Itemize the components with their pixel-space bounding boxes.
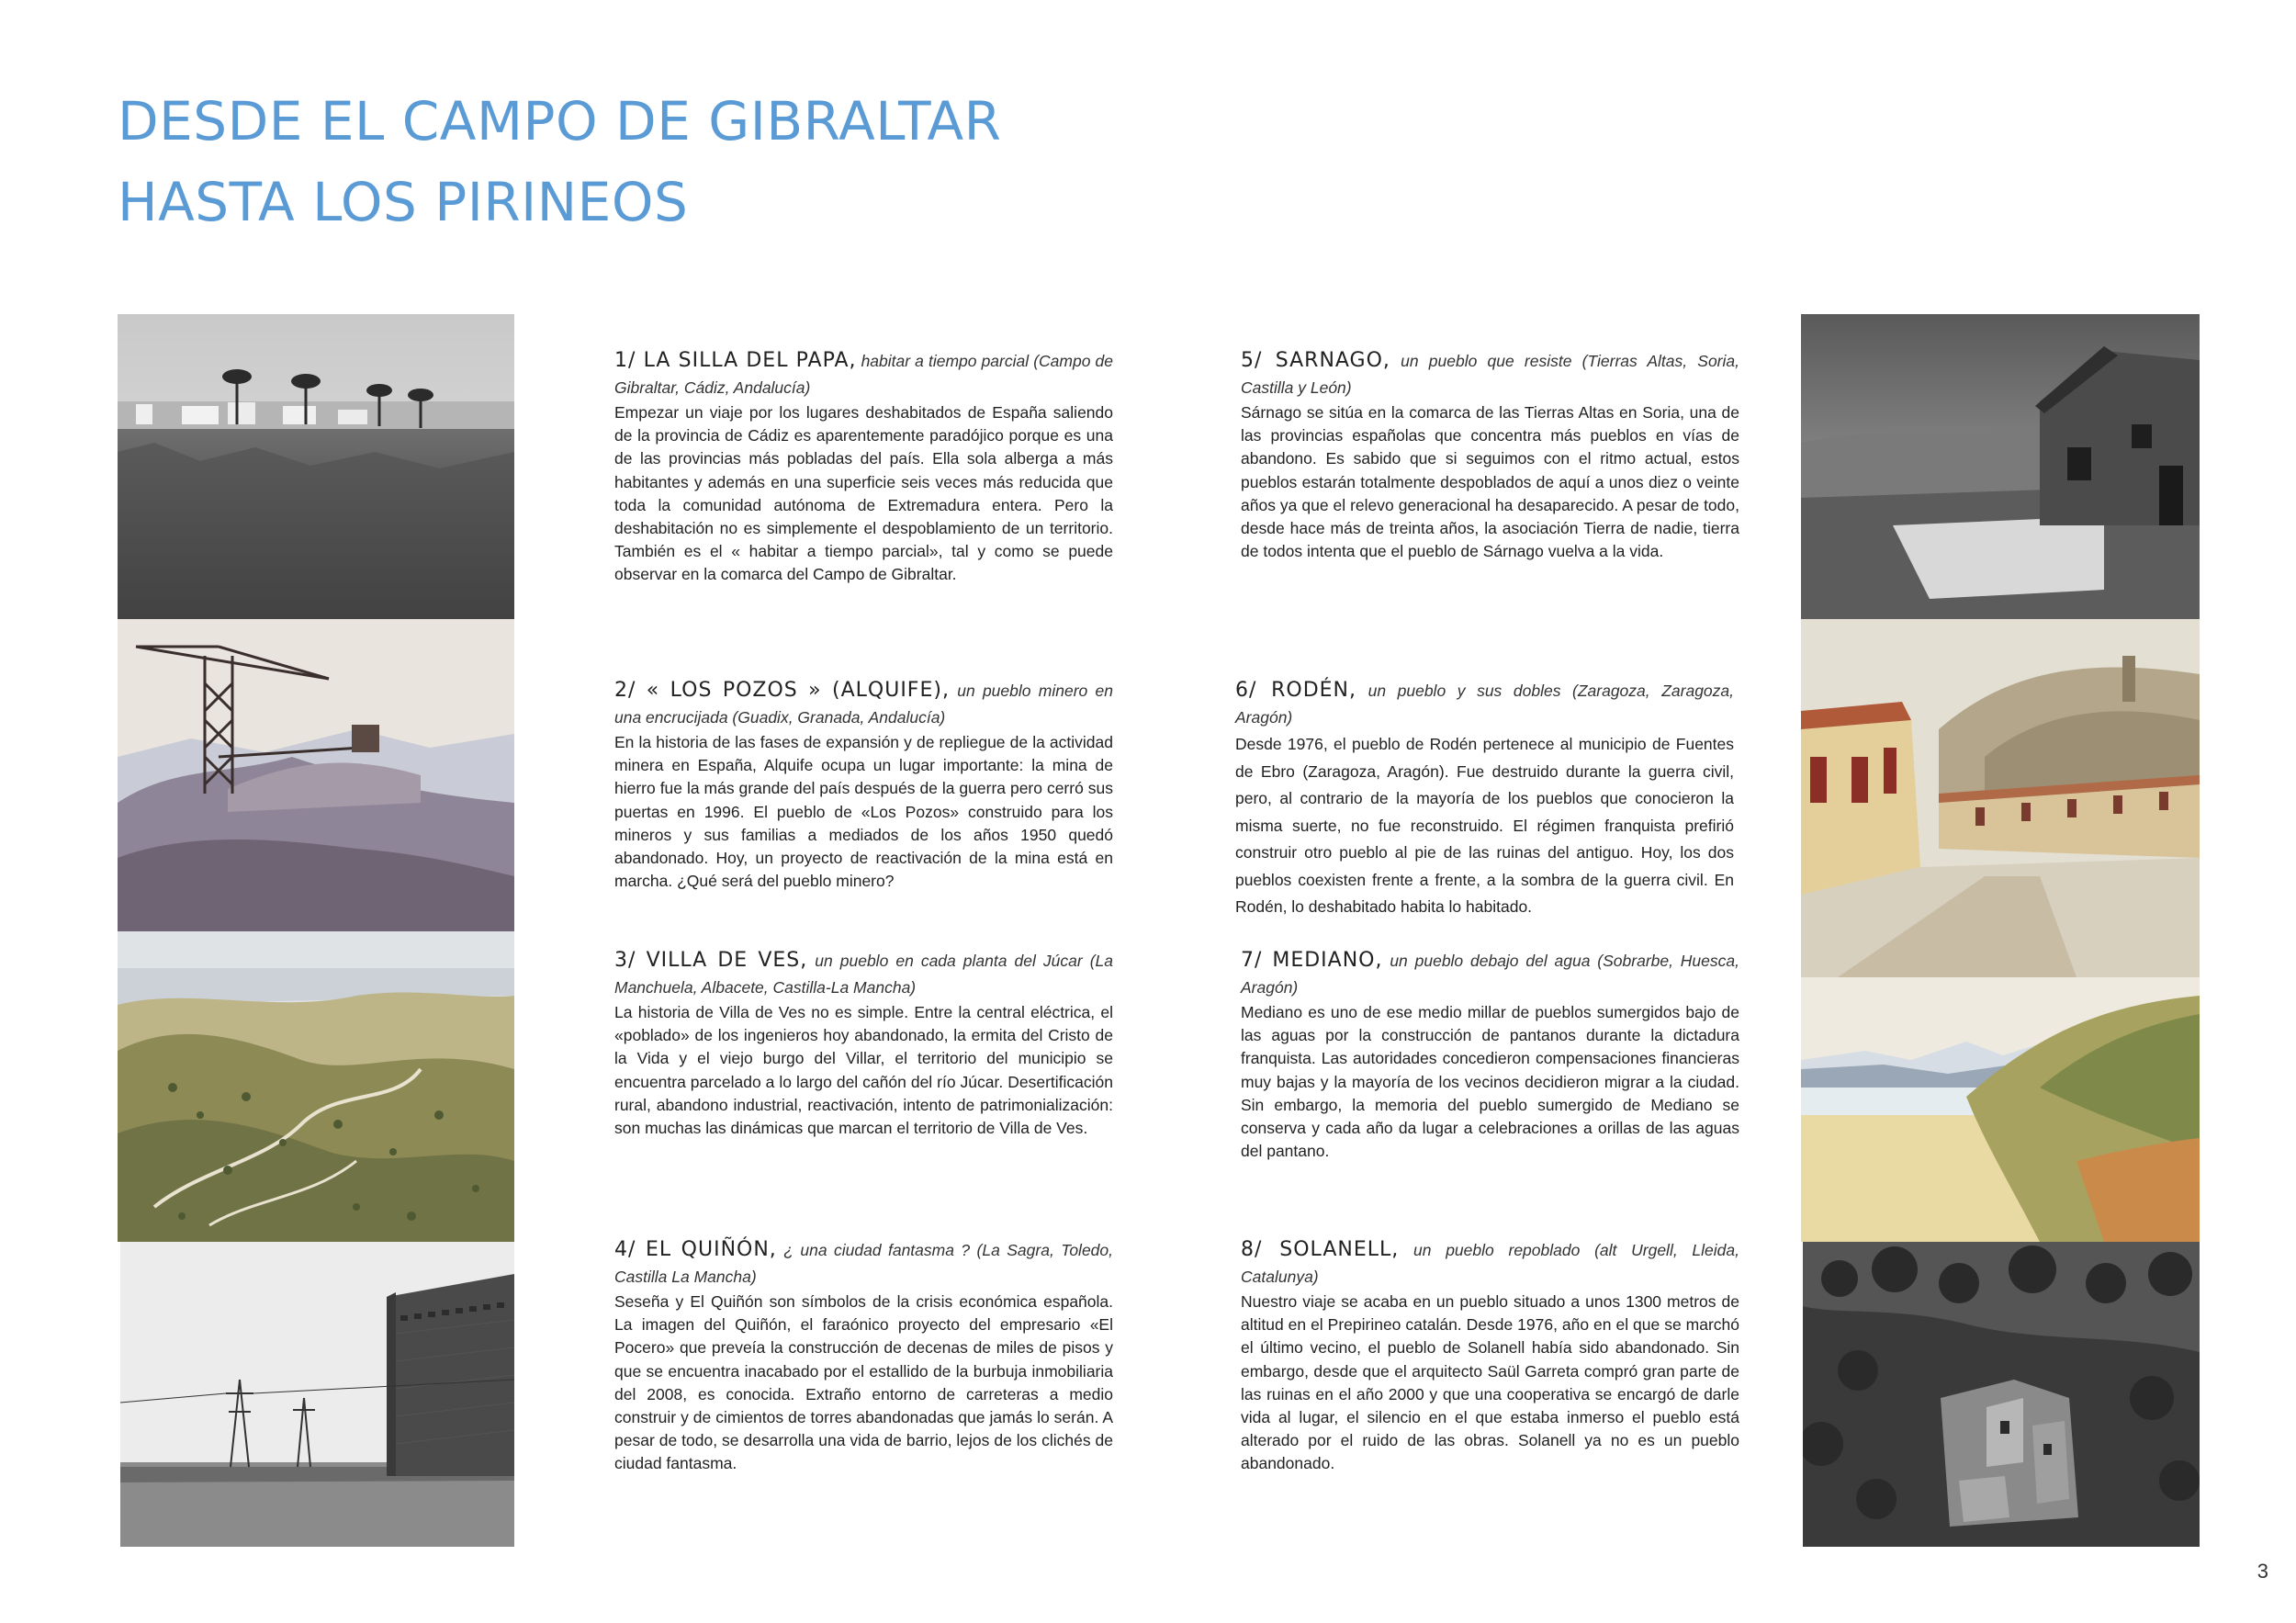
page-title-line-2: HASTA LOS PIRINEOS — [118, 171, 689, 233]
entry-subtitle: un pueblo que resiste (Tierras Altas, Soria, Castilla y León) — [1241, 352, 1739, 397]
entry-title: 4/ EL QUIÑÓN, — [614, 1238, 777, 1261]
entry-body: En la historia de las fases de expansión y de repliegue de la actividad minera en España, Alquife ocupa un lugar importante: la mina de hierro fue la más grande del país después de la guerra pero cerró sus puertas en 1996. El pueblo de «Los Pozos» construido para los mineros y sus familias a mediados de los años 1950 quedó abandonado. Hoy, un proyecto de reactivación de la mina está en marcha. ¿Qué será del pueblo minero? — [614, 733, 1113, 891]
photo-los-pozos — [118, 619, 514, 931]
entry-body: Seseña y El Quiñón son símbolos de la crisis económica española. La imagen del Quiñón, el faraónico proyecto del empresario «El Pocero» que preveía la construcción de decenas de miles de pisos y que se encuentra inacabado por el estallido de la burbuja inmobiliaria del 2008, es conocida. Extraño entorno de carreteras a medio construir y de cimientos de torres abandonadas que jamás lo serán. A pesar de todo, se desarrolla una vida de barrio, lejos de los clichés de ciudad fantasma. — [614, 1292, 1113, 1473]
page-title-line-1: DESDE EL CAMPO DE GIBRALTAR — [118, 90, 1002, 152]
page-title — [118, 81, 1002, 242]
entry-el-quinon — [614, 1236, 1113, 1476]
entry-title: 3/ VILLA DE VES, — [614, 949, 808, 972]
page-number: 3 — [2257, 1560, 2268, 1583]
entry-subtitle: ¿ una ciudad fantasma ? (La Sagra, Toledo, Castilla La Mancha) — [614, 1241, 1113, 1286]
entry-heading — [614, 1236, 1113, 1291]
entry-title: 6/ RODÉN, — [1235, 679, 1357, 702]
entry-subtitle: un pueblo en cada planta del Júcar (La Manchuela, Albacete, Castilla-La Mancha) — [614, 952, 1113, 997]
entry-body: Desde 1976, el pueblo de Rodén pertenece al municipio de Fuentes de Ebro (Zaragoza, Aragón). Fue destruido durante la guerra civil, pero, al contrario de la mayoría de los pueblos que conocieron la misma suerte, no fue reconstruido. El régimen franquista prefirió construir otro pueblo al pie de las ruinas del antiguo. Hoy, los dos pueblos coexisten frente a frente, a la sombra de la guerra civil. En Rodén, lo deshabitado habita lo habitado. — [1235, 735, 1734, 916]
entry-villa-de-ves — [614, 947, 1113, 1140]
entry-heading — [614, 947, 1113, 1001]
entry-heading — [1235, 677, 1734, 731]
entry-heading — [614, 677, 1113, 731]
entry-title: 8/ SOLANELL, — [1241, 1238, 1400, 1261]
entry-body: Nuestro viaje se acaba en un pueblo situado a unos 1300 metros de altitud en el Prepirineo catalán. Desde 1976, año en el que se marchó el último vecino, el pueblo de Solanell había sido abandonado. Sin embargo, desde que el arquitecto Saül Garreta compró gran parte de las ruinas en el año 2000 y que una cooperativa se encargó de darle vida al lugar, el silencio en el que estaba inmerso el pueblo está alterado por el ruido de las obras. Solanell ya no es un pueblo abandonado. — [1241, 1292, 1739, 1473]
entry-body: Sárnago se sitúa en la comarca de las Tierras Altas en Soria, una de las provincias españolas que concentra más pueblos en vías de abandono. Es sabido que si seguimos con el ritmo actual, estos pueblos estarán totalmente despoblados de aquí a unos diez o veinte años ya que el relevo generacional ha desaparecido. A pesar de todo, desde hace más de treinta años, la asociación Tierra de nadie, tierra de todos intenta que el pueblo de Sárnago vuelva a la vida. — [1241, 403, 1739, 561]
entry-body: Mediano es uno de ese medio millar de pueblos sumergidos bajo de las aguas por la construcción de pantanos durante la dictadura franquista. Las autoridades concedieron compensaciones financieras muy bajas y la mayoría de los vecinos decidieron migrar a la ciudad. Sin embargo, la memoria del pueblo sumergido de Mediano se conserva y cada año da lugar a celebraciones a orillas de las aguas del pantano. — [1241, 1003, 1739, 1161]
entry-los-pozos — [614, 677, 1113, 893]
photo-sarnago — [1801, 314, 2200, 619]
entry-subtitle: un pueblo minero en una encrucijada (Guadix, Granada, Andalucía) — [614, 682, 1113, 727]
entry-roden — [1235, 677, 1734, 921]
entry-title: 2/ « LOS POZOS » (ALQUIFE), — [614, 679, 950, 702]
entry-title: 5/ SARNAGO, — [1241, 349, 1390, 372]
photo-villa-de-ves — [118, 931, 514, 1242]
photo-roden — [1801, 619, 2200, 977]
entry-body: Empezar un viaje por los lugares deshabitados de España saliendo de la provincia de Cádiz es aparentemente paradójico porque es una de las provincias más pobladas del país. Ella sola alberga a más habitantes y además en una superficie seis veces más reducida que toda la comunidad autónoma de Extremadura entera. Pero la deshabitación no es simplemente el despoblamiento de un territorio. También es el « habitar a tiempo parcial», tal y como se puede observar en la comarca del Campo de Gibraltar. — [614, 403, 1113, 584]
photo-solanell — [1803, 1242, 2200, 1547]
photo-mediano — [1801, 977, 2200, 1242]
entry-subtitle: un pueblo debajo del agua (Sobrarbe, Huesca, Aragón) — [1241, 952, 1739, 997]
photo-la-silla-del-papa — [118, 314, 514, 619]
photo-el-quinon — [120, 1242, 514, 1547]
entry-body: La historia de Villa de Ves no es simple. Entre la central eléctrica, el «poblado» de los ingenieros hoy abandonado, la ermita del Cristo de la Vida y el viejo burgo del Villar, el territorio del municipio se encuentra parcelado a lo largo del cañón del río Júcar. Desertificación rural, abandono industrial, reactivación, intento de patrimonialización: son muchas las dinámicas que marcan el territorio de Villa de Ves. — [614, 1003, 1113, 1138]
entry-la-silla-del-papa — [614, 347, 1113, 587]
entry-solanell — [1241, 1236, 1739, 1476]
entry-heading — [614, 347, 1113, 401]
entry-mediano — [1241, 947, 1739, 1163]
entry-sarnago — [1241, 347, 1739, 563]
entry-heading — [1241, 947, 1739, 1001]
entry-subtitle: habitar a tiempo parcial (Campo de Gibraltar, Cádiz, Andalucía) — [614, 352, 1113, 397]
entry-title: 1/ LA SILLA DEL PAPA, — [614, 349, 857, 372]
entry-title: 7/ MEDIANO, — [1241, 949, 1383, 972]
entry-subtitle: un pueblo repoblado (alt Urgell, Lleida, Catalunya) — [1241, 1241, 1740, 1286]
entry-heading — [1241, 347, 1739, 401]
entry-heading — [1241, 1236, 1739, 1291]
entry-subtitle: un pueblo y sus dobles (Zaragoza, Zaragoza, Aragón) — [1235, 682, 1735, 727]
